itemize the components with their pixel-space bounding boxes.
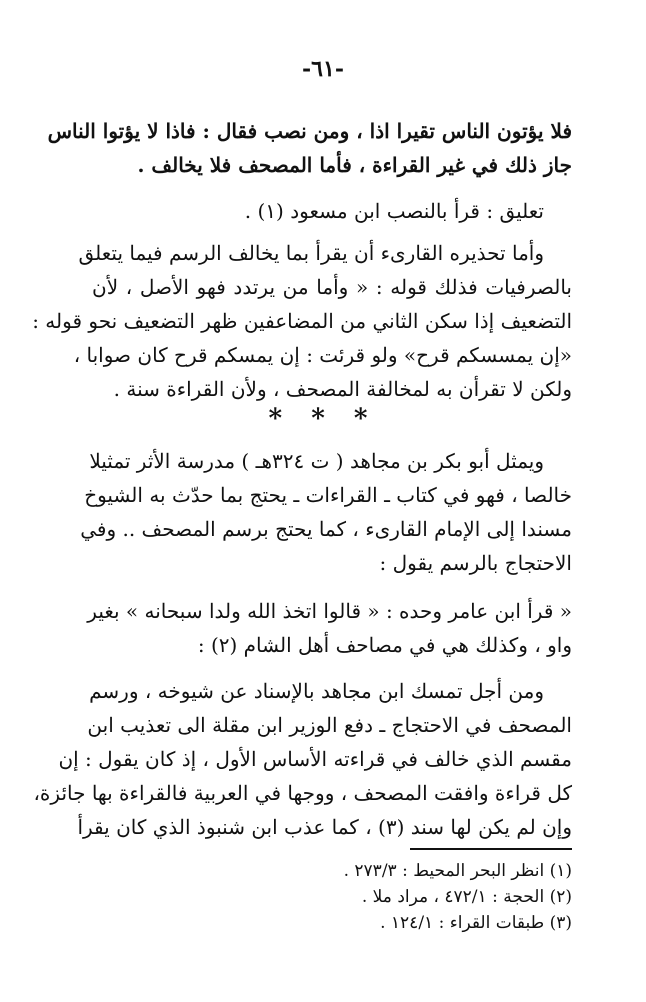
text-line: ويمثل أبو بكر بن مجاهد ( ت ٣٢٤هـ ) مدرسة الأثر تمثيلا (89, 449, 544, 473)
page-number: -٦١- (302, 56, 344, 82)
text-line: فلا يؤتون الناس تقيرا اذا ، ومن نصب فقال : فاذا لا يؤتوا الناس (47, 119, 572, 143)
text-line: كل قراءة وافقت المصحف ، ووجها في العربية فالقراءة بها جائزة، (33, 781, 572, 805)
text-line: المصحف في الاحتجاج ـ دفع الوزير ابن مقلة الى تعذيب ابن (87, 713, 572, 737)
paragraph-3 (32, 236, 572, 406)
text-line: خالصا ، فهو في كتاب ـ القراءات ـ يحتج بما حدّث به الشيوخ (84, 483, 572, 507)
text-line: مقسم الذي خالف في قراءته الأساس الأول ، إذ كان يقول : إن (58, 747, 572, 771)
section-separator: * * * (268, 404, 378, 434)
footnote-divider (410, 848, 572, 850)
text-line: وإن لم يكن لها سند (٣) ، كما عذب ابن شنبوذ الذي كان يقرأ (77, 815, 572, 839)
text-line: مسندا إلى الإمام القارىء ، كما يحتج برسم المصحف .. وفي (80, 517, 572, 541)
text-line: الاحتجاج بالرسم يقول : (379, 551, 572, 575)
text-line: ومن أجل تمسك ابن مجاهد بالإسناد عن شيوخه ، ورسم (89, 679, 544, 703)
text-line: «إن يمسسكم قرح» ولو قرئت : إن يمسكم قرح كان صوابا ، (73, 343, 572, 367)
footnote: (٢) الحجة : ٤٧٢/١ ، مراد ملا . (361, 887, 572, 907)
paragraph-5-quote (87, 594, 572, 662)
text-line: واو ، وكذلك هي في مصاحف أهل الشام (٢) : (197, 633, 572, 657)
paragraph-4 (80, 444, 572, 580)
paragraph-1 (47, 114, 572, 182)
paragraph-6 (33, 674, 572, 844)
text-line: « قرأ ابن عامر وحده : « قالوا اتخذ الله ولدا سبحانه » بغير (87, 599, 572, 623)
footnote: (١) انظر البحر المحيط : ٢٧٣/٣ . (343, 861, 572, 881)
text-line: تعليق : قرأ بالنصب ابن مسعود (١) . (244, 199, 544, 223)
text-line: جاز ذلك في غير القراءة ، فأما المصحف فلا يخالف . (137, 153, 572, 177)
text-line: وأما تحذيره القارىء أن يقرأ بما يخالف الرسم فيما يتعلق (78, 241, 544, 265)
footnotes (92, 858, 572, 936)
footnote: (٣) طبقات القراء : ١٢٤/١ . (380, 913, 572, 933)
paragraph-2-commentary (92, 194, 572, 228)
text-line: التضعيف إذا سكن الثاني من المضاعفين ظهر التضعيف نحو قوله : (32, 309, 572, 333)
text-line: ولكن لا تقرأن به لمخالفة المصحف ، ولأن القراءة سنة . (113, 377, 572, 401)
text-line: بالصرفيات فذلك قوله : « وأما من يرتدد فهو الأصل ، لأن (92, 275, 572, 299)
